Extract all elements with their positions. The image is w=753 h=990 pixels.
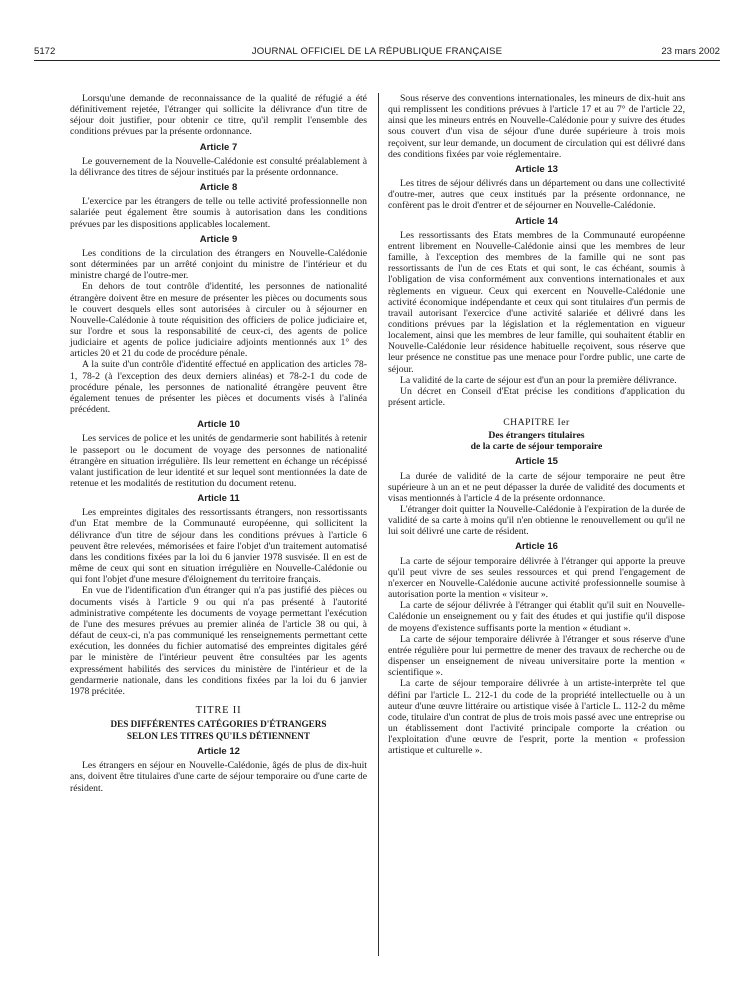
paragraph: La validité de la carte de séjour est d'un an pour la première délivrance. [400, 374, 677, 386]
chapter-subtitle-line-2: de la carte de séjour temporaire [470, 441, 603, 453]
paragraph: L'étranger doit quitter la Nouvelle-Calédonie à l'expiration de la durée de validité de sa carte à moins qu'il n'en obtienne le renouvellement ou qu'il ne lui soit délivré une carte de résident. [388, 504, 685, 538]
article-12-heading: Article 12 [197, 746, 240, 758]
article-13-heading: Article 13 [515, 163, 558, 175]
paragraph: L'exercice par les étrangers de telle ou telle activité professionnelle non salariée peut également être soumis à autorisation dans les conditions prévues par les dispositions applicables localement. [70, 196, 367, 230]
paragraph: Un décret en Conseil d'Etat précise les conditions d'application du présent article. [388, 385, 685, 409]
header-rule [34, 60, 720, 61]
paragraph: Les empreintes digitales des ressortissants étrangers, non ressortissants d'un Etat membre de la Communauté européenne, qui sollicitent la délivrance d'un titre de séjour dans les conditions prévues à l'article 6 peuvent être relevées, mémorisées et faire l'objet d'un traitement automatisé dans les conditions fixées par la loi du 6 janvier 1978 susvisée. Il en est de même de ceux qui sont en situation irrégulière en Nouvelle-Calédonie ou qui font l'objet d'une mesure d'éloignement du territoire français. [70, 507, 367, 586]
paragraph: Lorsqu'une demande de reconnaissance de la qualité de réfugié a été définitivement rejetée, l'étranger qui sollicite la délivrance d'un titre de séjour doit justifier, pour obtenir ce titre, qu'il remplit l'ensemble des conditions prévues par la présente ordonnance. [70, 93, 367, 138]
paragraph: La durée de validité de la carte de séjour temporaire ne peut être supérieure à un an et ne peut dépasser la durée de validité des documents et visas mentionnés à l'article 4 de la présente ordonnance. [388, 470, 685, 504]
chapter-heading: CHAPITRE Ier [503, 417, 570, 429]
article-8-heading: Article 8 [199, 182, 238, 194]
column-separator [378, 93, 379, 956]
paragraph: En vue de l'identification d'un étranger qui n'a pas justifié des pièces ou documents visés à l'article 9 ou qui n'a pas présenté à l'autorité administrative compétente les documents de voyage permettant l'exécution de l'une des mesures prévues au premier alinéa de l'article 38 ou qui, à défaut de ceux-ci, n'a pas communiqué les renseignements permettant cette exécution, les données du fichier automatisé des empreintes digitales géré par le ministère de l'intérieur peuvent être consultées par les agents expressément habilités des services du ministère de l'intérieur et de la gendarmerie nationale, dans les conditions fixées par la loi du 6 janvier 1978 précitée. [70, 585, 367, 697]
paragraph: Le gouvernement de la Nouvelle-Calédonie est consulté préalablement à la délivrance des titres de séjour institués par la présente ordonnance. [70, 155, 367, 178]
publication-date: 23 mars 2002 [661, 46, 720, 57]
left-column [70, 93, 367, 794]
paragraph: Sous réserve des conventions internationales, les mineurs de dix-huit ans qui remplissent les conditions prévues à l'article 17 et au 7° de l'article 22, ainsi que les mineurs entrés en Nouvelle-Calédonie pour y suivre des études sous couvert d'un visa de séjour d'une durée supérieure à trois mois reçoivent, sur leur demande, un document de circulation qui est délivré dans des conditions fixées par voie réglementaire. [388, 93, 685, 160]
title-ii-heading: TITRE II [195, 704, 242, 716]
page-number: 5172 [34, 46, 56, 57]
paragraph: Les ressortissants des Etats membres de la Communauté européenne entrent librement en Nouvelle-Calédonie ainsi que les membres de leur famille, à l'exception des membres de la famille qui ne sont pas ressortissants de l'un de ces Etats et qui sont, le cas échéant, soumis à l'obligation de visa conformément aux conventions internationales et aux règlements en vigueur. Ceux qui exercent en Nouvelle-Calédonie une activité économique indépendante et ceux qui sont titulaires d'un permis de travail autorisant l'exercice d'une activité salariée et délivré dans les conditions prévues par la législation et la réglementation en vigueur localement, ainsi que les membres de leur famille, qui souhaitent établir en Nouvelle-Calédonie leur résidence habituelle reçoivent, sous réserve que leur présence ne constitue pas une menace pour l'ordre public, une carte de séjour. [388, 229, 685, 375]
chapter-subtitle-line-1: Des étrangers titulaires [488, 430, 585, 442]
article-15-heading: Article 15 [515, 456, 558, 468]
paragraph: La carte de séjour temporaire délivrée à l'étranger et sous réserve d'une entrée régulière pour lui permettre de mener des travaux de recherche ou de dispenser un enseignement de niveau universitaire porte la mention « scientifique ». [388, 633, 685, 679]
paragraph: La carte de séjour délivrée à l'étranger qui établit qu'il suit en Nouvelle-Calédonie un enseignement ou y fait des études et qui justifie qu'il dispose de moyens d'existence suffisants porte la mention « étudiant ». [388, 600, 685, 634]
title-ii-subtitle-line-2: SELON LES TITRES QU'ILS DÉTIENNENT [126, 731, 311, 742]
article-11-heading: Article 11 [197, 493, 240, 505]
page-header [34, 46, 720, 60]
paragraph: La carte de séjour temporaire délivrée à l'étranger qui apporte la preuve qu'il peut vivre de ses seules ressources et qui prend l'engagement de n'exercer en Nouvelle-Calédonie aucune activité professionnelle soumise à autorisation porte la mention « visiteur ». [388, 555, 685, 601]
paragraph: En dehors de tout contrôle d'identité, les personnes de nationalité étrangère doivent être en mesure de présenter les pièces ou documents sous le couvert desquels elles sont autorisées à circuler ou à séjourner en Nouvelle-Calédonie à toute réquisition des officiers de police judiciaire et, sur l'ordre et sous la responsabilité de ceux-ci, des agents de police judiciaire et agents de police judiciaire adjoints mentionnés aux 1° des articles 20 et 21 du code de procédure pénale. [70, 281, 367, 360]
article-7-heading: Article 7 [199, 141, 238, 153]
title-ii-subtitle-line-1: DES DIFFÉRENTES CATÉGORIES D'ÉTRANGERS [110, 719, 327, 730]
journal-title: JOURNAL OFFICIEL DE LA RÉPUBLIQUE FRANÇAISE [251, 46, 503, 57]
article-16-heading: Article 16 [515, 541, 558, 553]
article-9-heading: Article 9 [199, 233, 238, 245]
paragraph: A la suite d'un contrôle d'identité effectué en application des articles 78-1, 78-2 (à l'exception des deux derniers alinéas) et 78-2-1 du code de procédure pénale, les personnes de nationalité étrangère peuvent être également tenues de présenter les pièces et documents visés à l'alinéa précédent. [70, 359, 367, 416]
paragraph: Les titres de séjour délivrés dans un département ou dans une collectivité d'outre-mer, autres que ceux institués par la présente ordonnance, ne confèrent pas le droit d'entrer et de séjourner en Nouvelle-Calédonie. [388, 178, 685, 212]
paragraph: Les étrangers en séjour en Nouvelle-Calédonie, âgés de plus de dix-huit ans, doivent être titulaires d'une carte de séjour temporaire ou d'une carte de résident. [70, 760, 367, 794]
right-column [388, 93, 685, 756]
article-10-heading: Article 10 [197, 419, 240, 431]
paragraph: La carte de séjour temporaire délivrée à un artiste-interprète tel que défini par l'article L. 212-1 du code de la propriété intellectuelle ou à un auteur d'une œuvre littéraire ou artistique visée à l'article L. 112-2 du même code, titulaire d'un contrat de plus de trois mois passé avec une entreprise ou un établissement dont l'activité principale comporte la création ou l'exploitation d'une œuvre de l'esprit, porte la mention « profession artistique et culturelle ». [388, 678, 685, 757]
article-14-heading: Article 14 [515, 215, 558, 227]
paragraph: Les services de police et les unités de gendarmerie sont habilités à retenir le passeport ou le document de voyage des personnes de nationalité étrangère en situation irrégulière. Ils leur remettent en échange un récépissé valant justification de leur identité et sur lequel sont mentionnées la date de retenue et les modalités de restitution du document retenu. [70, 433, 367, 489]
paragraph: Les conditions de la circulation des étrangers en Nouvelle-Calédonie sont déterminées par un arrêté conjoint du ministre de l'intérieur et du ministre chargé de l'outre-mer. [70, 247, 367, 282]
